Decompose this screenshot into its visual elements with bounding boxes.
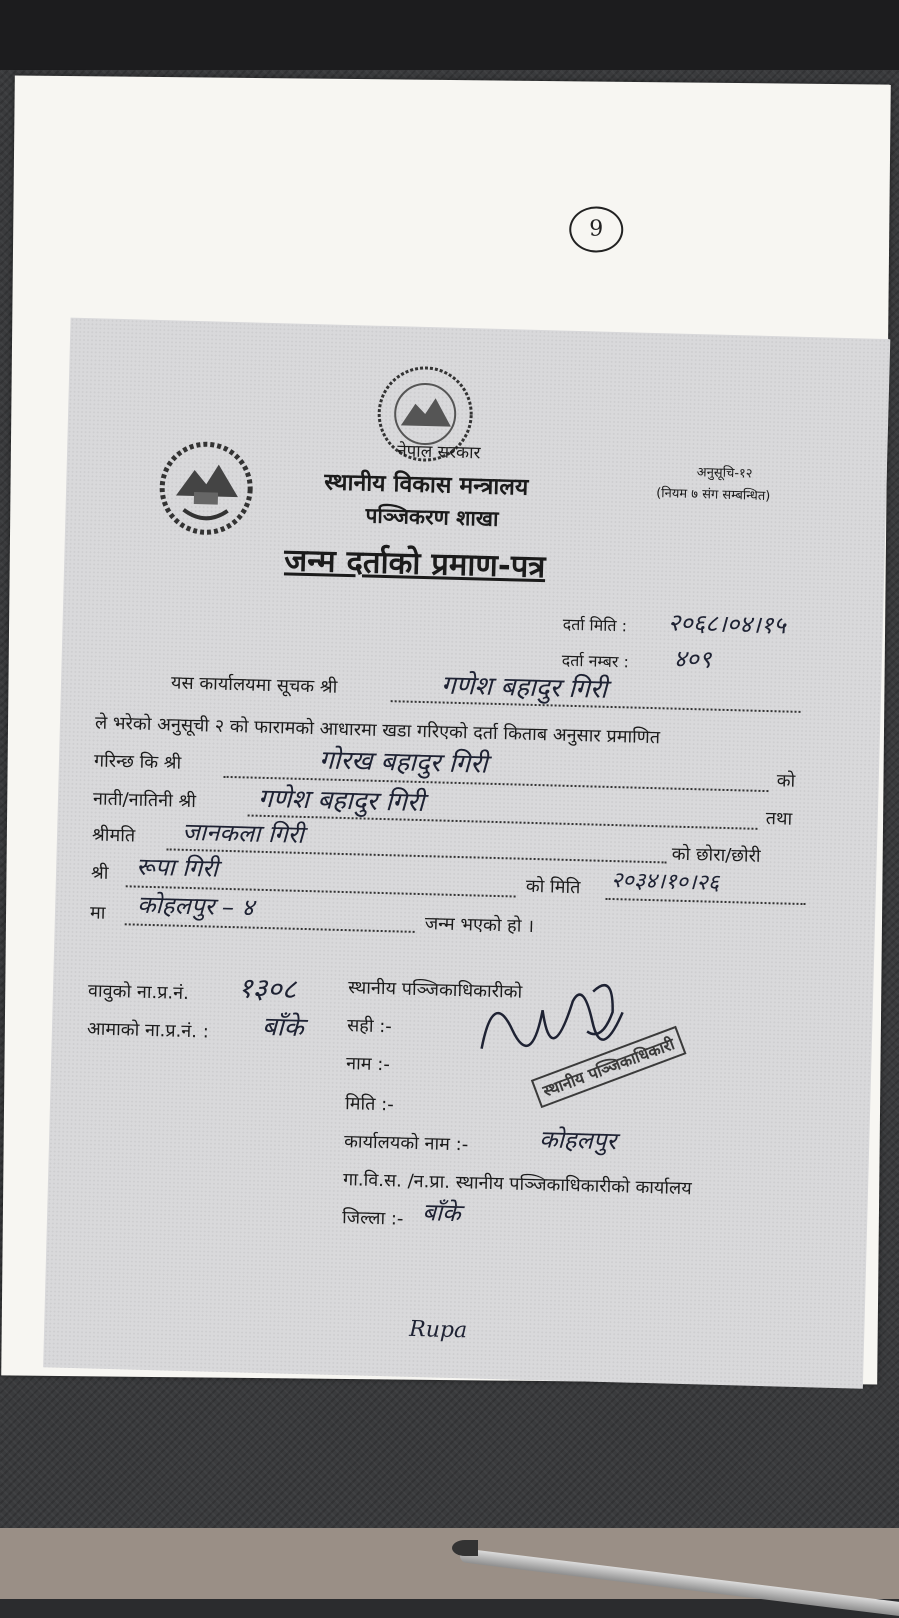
body-line-6-mid: को मिति	[525, 875, 581, 899]
name-label: नाम :-	[345, 1053, 391, 1076]
office-line: गा.वि.स. /न.प्रा. स्थानीय पञ्जिकाधिकारीको कार्यालय	[342, 1169, 692, 1200]
background-dark-band	[0, 0, 899, 70]
district-value: बाँके	[421, 1198, 462, 1228]
birth-place: कोहलपुर – ४	[136, 890, 255, 922]
parent-name: रूपा गिरी	[135, 852, 219, 883]
bottom-signature: Rupa	[408, 1316, 468, 1344]
body-line-3-suffix: को	[776, 770, 796, 792]
registration-date-label: दर्ता मिति :	[562, 614, 628, 636]
page-number: 9	[569, 206, 623, 253]
body-line-3-text: गरिन्छ कि श्री	[93, 750, 182, 774]
registrar-heading: स्थानीय पञ्जिकाधिकारीको	[347, 977, 523, 1003]
office-value: कोहलपुर	[538, 1125, 617, 1156]
signature-label: सही :-	[346, 1015, 393, 1038]
date-label: मिति :-	[344, 1093, 395, 1116]
birth-date: २०३४।१०।२६	[610, 868, 720, 896]
section-label: पञ्जिकरण शाखा	[365, 503, 499, 531]
registration-number-label: दर्ता नम्बर :	[561, 650, 630, 672]
body-line-5-text: श्रीमति	[91, 824, 136, 847]
mother-citizenship-label: आमाको ना.प्र.नं. :	[86, 1018, 210, 1043]
father-citizenship-label: वावुको ना.प्र.नं.	[87, 980, 190, 1004]
nepal-emblem-icon	[153, 435, 260, 542]
office-label: कार्यालयको नाम :-	[343, 1131, 469, 1156]
rule-label: (नियम ७ संग सम्बन्धित)	[655, 486, 771, 505]
birth-date-dotted-line	[606, 898, 806, 905]
body-line-1-text: यस कार्यालयमा सूचक श्री	[170, 672, 338, 698]
registrar-stamp: स्थानीय पञ्जिकाधिकारी	[531, 1026, 687, 1108]
body-line-6-text: श्री	[90, 862, 109, 884]
birth-place-dotted-line	[125, 923, 415, 933]
photocopy-area	[43, 318, 890, 1389]
ministry-label: स्थानीय विकास मन्त्रालय	[324, 469, 529, 501]
pen-tip	[452, 1540, 478, 1556]
grandfather-name: गणेश बहादुर गिरी	[257, 783, 425, 819]
registration-number-value: ४०९	[673, 644, 712, 674]
mother-citizenship-value: बाँके	[261, 1011, 305, 1044]
body-line-5-suffix: को छोरा/छोरी	[671, 843, 761, 867]
grandmother-dotted-line	[167, 848, 667, 863]
child-name: गोरख बहादुर गिरी	[318, 745, 488, 780]
certificate-paper	[1, 75, 891, 1384]
government-label: नेपाल सरकार	[396, 441, 481, 464]
grandfather-dotted-line	[248, 814, 758, 829]
body-line-4-suffix: तथा	[765, 808, 793, 830]
district-label: जिल्ला :-	[341, 1207, 404, 1230]
registration-date-value: २०६८।०४।१५	[667, 608, 787, 640]
certificate-title: जन्म दर्ताको प्रमाण-पत्र	[283, 542, 546, 586]
body-line-7-text: मा	[89, 902, 106, 924]
father-citizenship-value: १३०८	[237, 971, 297, 1006]
body-line-7-suffix: जन्म भएको हो ।	[424, 913, 535, 938]
body-line-2-text: ले भरेको अनुसूची २ को फारामको आधारमा खडा गरिएको दर्ता किताब अनुसार प्रमाणित	[94, 712, 661, 749]
body-line-4-text: नाती/नातिनी श्री	[92, 788, 197, 813]
grandmother-name: जानकला गिरी	[181, 817, 305, 849]
schedule-label: अनुसूचि-१२	[696, 465, 753, 482]
informant-name: गणेश बहादुर गिरी	[440, 670, 608, 705]
